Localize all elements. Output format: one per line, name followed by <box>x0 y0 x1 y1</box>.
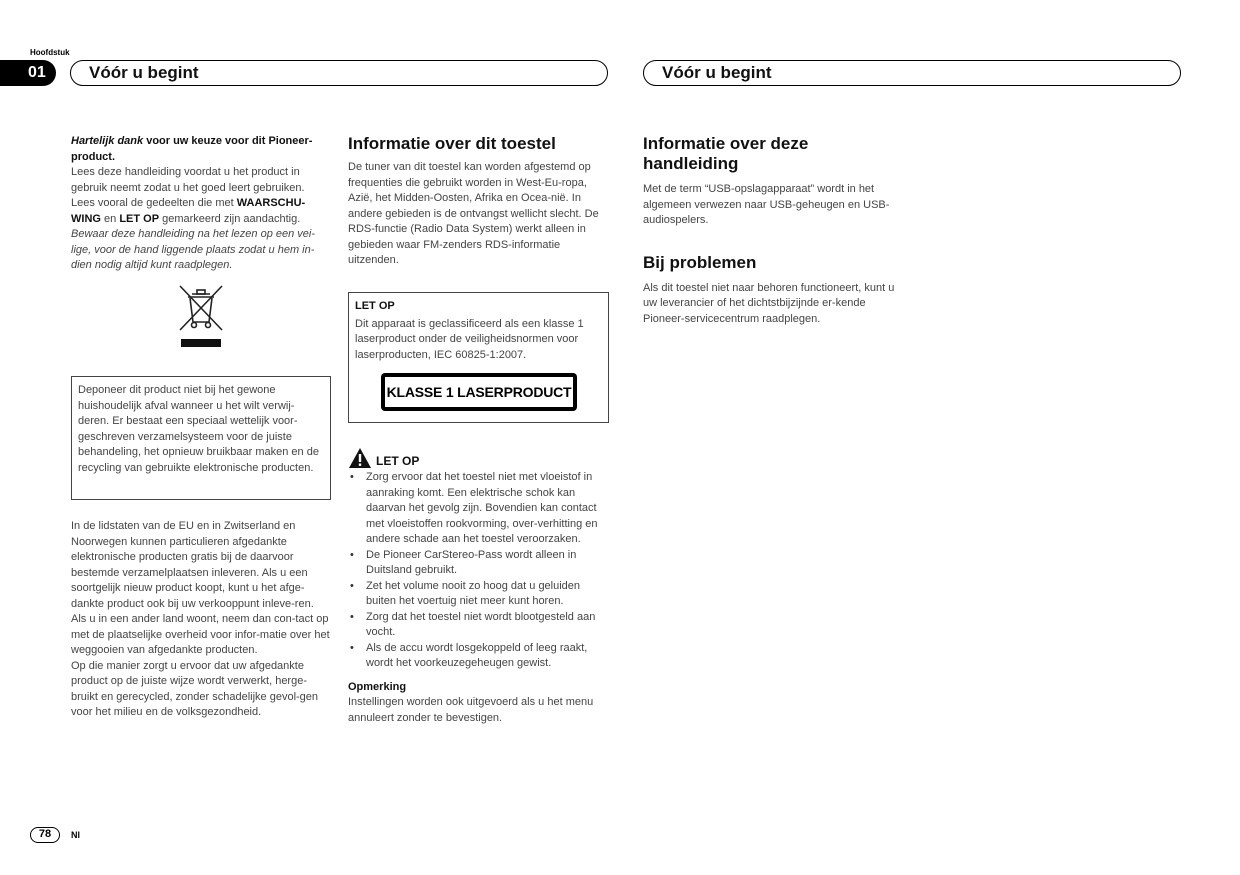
intro-paragraph: Lees deze handleiding voordat u het product in gebruik neemt zodat u het goed leert gebruiken. Lees vooral de gedeelten die met WAARSCHU-WING en LET OP gemarkeerd zijn aandachtig. <box>71 166 306 225</box>
caution-item: • Zorg ervoor dat het toestel niet met vloeistof in aanraking komt. Een elektrische schok kan daarvan het gevolg zijn. Bovendien kan contact met vloeistoffen rookvorming, over-verhitting en andere schade aan het toestel veroorzaken. <box>348 470 610 548</box>
caution-keyword: LET OP <box>119 212 160 225</box>
troubleshooting-title: Bij problemen <box>643 252 757 272</box>
crossed-bin-icon <box>178 284 224 348</box>
laser-caution-text: Dit apparaat is geclassificeerd als een klasse 1 laserproduct onder de veiligheidsnormen voor laserproducten, IEC 60825-1:2007. <box>355 317 584 361</box>
device-info-title: Informatie over dit toestel <box>348 134 556 153</box>
disposal-paragraph-other: Als u in een ander land woont, neem dan con-tact op met de plaatselijke overheid voor infor-matie over het weggooien van afgedankte producten. <box>71 613 330 656</box>
note-text: Instellingen worden ook uitgevoerd als u het menu annuleert zonder te bevestigen. <box>348 696 594 724</box>
caution-item: • Zorg dat het toestel niet wordt blootgesteld aan vocht. <box>348 610 610 641</box>
section-title-left: Vóór u begint <box>70 60 608 86</box>
caution-title: LET OP <box>376 454 420 468</box>
note-title: Opmerking <box>348 680 407 693</box>
manual-info-column <box>643 134 905 327</box>
warning-keyword: WAARSCHU-WING <box>71 197 306 225</box>
device-info-text: De tuner van dit toestel kan worden afgestemd op frequenties die gebruikt worden in West-Eu-ropa, Azië, het Midden-Oosten, Afrika en Ocea-nië. In andere gebieden is de ontvangst wellicht slecht. De RDS-functie (Radio Data System) werkt alleen in gebieden waar FM-zenders RDS-informatie uitzenden. <box>348 161 599 266</box>
disposal-notice-box: Deponeer dit product niet bij het gewone huishoudelijk afval wanneer u het wilt verwij-deren. Er bestaat een speciaal wettelijk voor-geschreven verzamelsysteem voor de juiste behandeling, het opnieuw bruikbaar maken en de recycling van gebruikte elektronische producten. <box>71 376 331 500</box>
language-code: Nl <box>71 830 80 840</box>
warning-triangle-icon <box>348 447 372 469</box>
disposal-paragraph-environment: Op die manier zorgt u ervoor dat uw afgedankte product op de juiste wijze wordt verwerkt, herge-bruikt en gerecycled, zonder schadelijke gevol-gen voor het milieu en de volksgezondheid. <box>71 659 319 718</box>
laser-caution-title: LET OP <box>355 300 395 312</box>
caution-item: • Zet het volume nooit zo hoog dat u geluiden buiten het voertuig niet meer kunt horen. <box>348 579 610 610</box>
laser-class-label <box>381 373 577 411</box>
manual-info-title: Informatie over deze handleiding <box>643 134 809 173</box>
chapter-number-badge: 01 <box>0 60 56 86</box>
caution-list <box>348 470 610 672</box>
chapter-label: Hoofdstuk <box>30 48 70 57</box>
disposal-info <box>71 519 331 721</box>
caution-list-section <box>348 470 610 726</box>
laser-caution-box <box>348 292 609 423</box>
page-number: 78 <box>30 827 60 843</box>
laser-class-label-text: KLASSE 1 LASERPRODUCT <box>385 377 573 407</box>
storage-note: Bewaar deze handleiding na het lezen op een vei-lige, voor de hand liggende plaats zodat u hem in-dien nodig altijd kunt raadplegen. <box>71 228 316 271</box>
manual-info-text: Met de term “USB-opslagapparaat” wordt in het algemeen verwezen naar USB-geheugen en USB-audiospelers. <box>643 183 890 226</box>
intro-thanks-rest: voor uw keuze voor dit Pioneer-product. <box>71 135 313 163</box>
caution-item: • De Pioneer CarStereo-Pass wordt alleen in Duitsland gebruikt. <box>348 548 610 579</box>
disposal-paragraph-eu: In de lidstaten van de EU en in Zwitserland en Noorwegen kunnen particulieren afgedankte elektronische producten gratis bij de daarvoor bestemde verzamelplaatsen inleveren. Als u een soortgelijk nieuw product koopt, kunt u het afge-dankte product ook bij uw verkooppunt inleve-ren. <box>71 520 314 610</box>
caution-item: • Als de accu wordt losgekoppeld of leeg raakt, wordt het voorkeuzegeheugen gewist. <box>348 641 610 672</box>
intro-thanks-italic: Hartelijk dank <box>71 135 144 147</box>
troubleshooting-text: Als dit toestel niet naar behoren functioneert, kunt u uw leverancier of het dichtstbijzijnde er-kende Pioneer-servicecentrum raadplegen. <box>643 281 895 325</box>
intro-thanks <box>71 134 331 165</box>
section-title-right: Vóór u begint <box>643 60 1181 86</box>
intro-column <box>71 134 331 274</box>
device-info-column <box>348 134 608 269</box>
